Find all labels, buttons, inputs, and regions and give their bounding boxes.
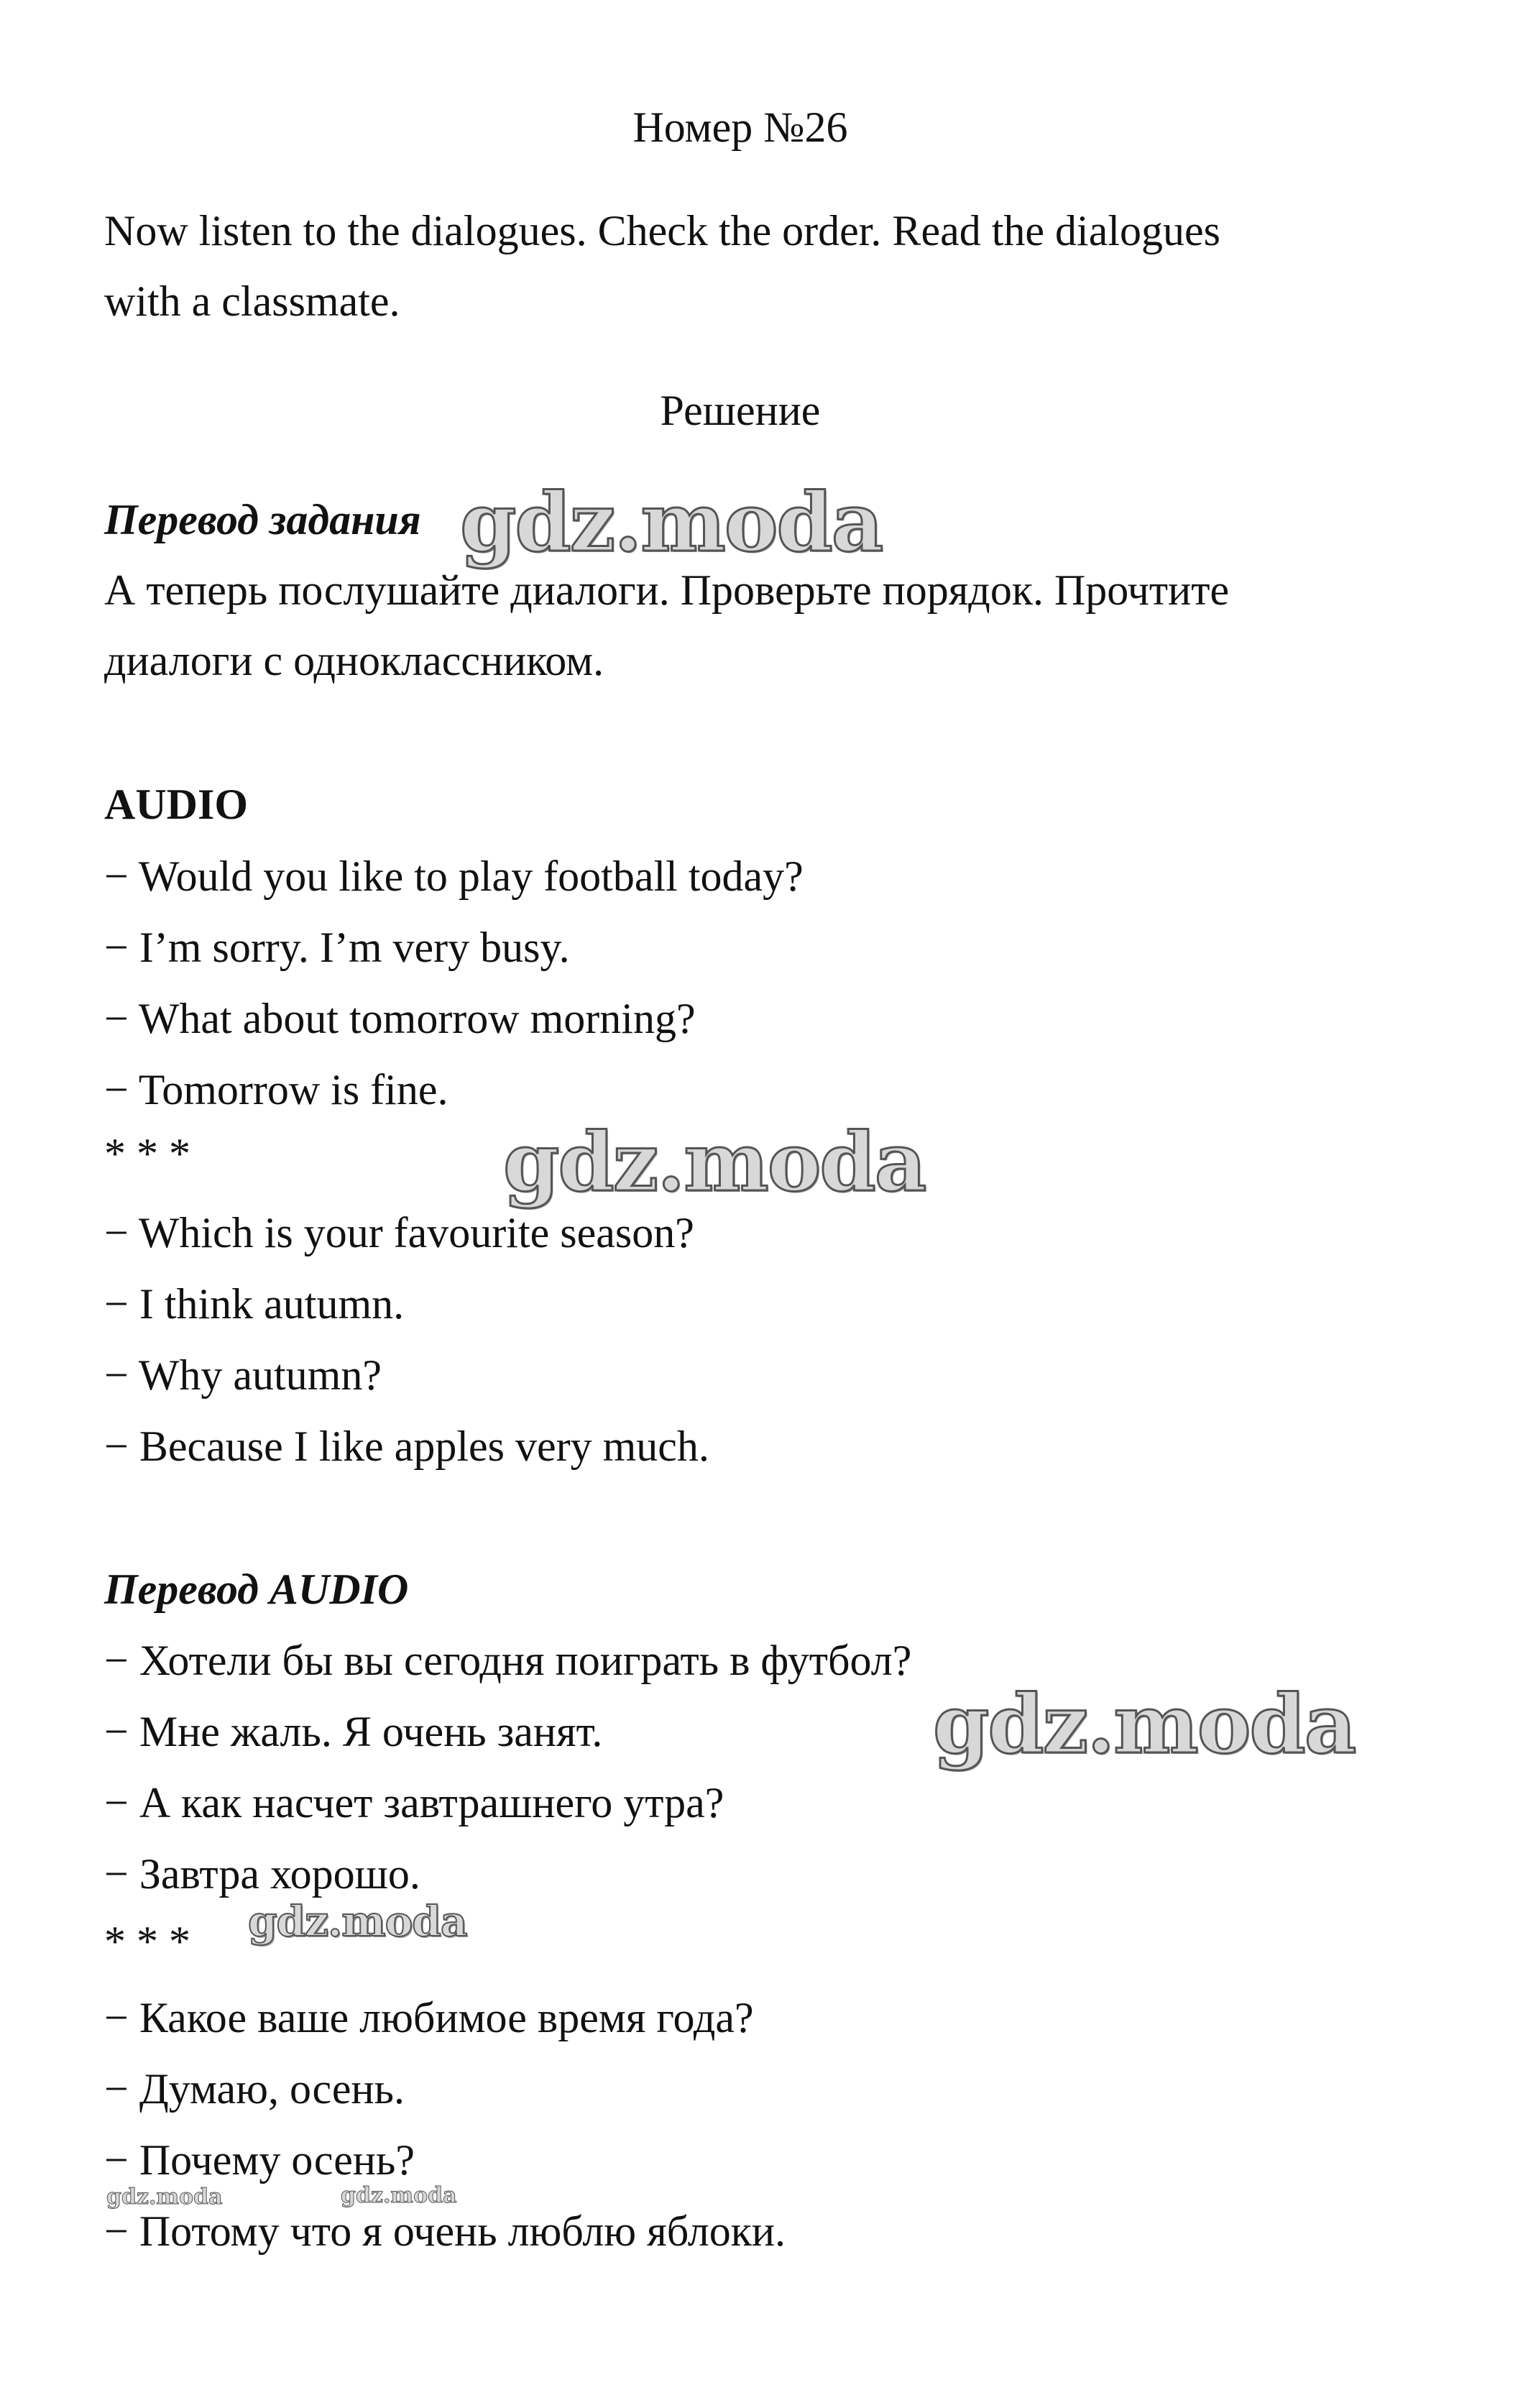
page-title: Номер №26 [632, 104, 848, 151]
audio-line: − Because I like apples very much. [104, 1423, 709, 1470]
solution-heading: Решение [660, 387, 821, 434]
audio-translation-line: − Мне жаль. Я очень занят. [104, 1708, 603, 1755]
audio-translation-line: − Хотели бы вы сегодня поиграть в футбол? [104, 1637, 912, 1684]
audio-heading: AUDIO [104, 781, 249, 828]
translation-line-1: А теперь послушайте диалоги. Проверьте порядок. Прочтите [104, 566, 1230, 614]
watermark: gdz.moda [460, 476, 883, 570]
audio-translation-heading: Перевод AUDIO [104, 1566, 409, 1613]
audio-translation-line: − Почему осень? [104, 2136, 415, 2184]
watermark: gdz.moda [503, 1116, 926, 1210]
audio-translation-line: − Потому что я очень люблю яблоки. [104, 2207, 786, 2255]
translation-line-2: диалоги с одноклассником. [104, 637, 604, 684]
audio-translation-separator: * * * [104, 1918, 190, 1965]
audio-line: − I’m sorry. I’m very busy. [104, 924, 570, 971]
watermark: gdz.moda [106, 2184, 223, 2210]
audio-separator: * * * [104, 1130, 190, 1177]
watermark: gdz.moda [341, 2183, 457, 2208]
audio-line: − I think autumn. [104, 1280, 405, 1328]
watermark: gdz.moda [248, 1897, 467, 1946]
task-text-line-2: with a classmate. [104, 277, 400, 325]
audio-translation-line: − А как насчет завтрашнего утра? [104, 1779, 724, 1826]
audio-translation-line: − Думаю, осень. [104, 2065, 405, 2113]
audio-translation-line: − Какое ваше любимое время года? [104, 1994, 754, 2041]
watermark: gdz.moda [933, 1678, 1356, 1772]
task-text-line-1: Now listen to the dialogues. Check the order. Read the dialogues [104, 207, 1220, 254]
audio-line: − What about tomorrow morning? [104, 995, 696, 1042]
translation-heading: Перевод задания [104, 496, 421, 543]
audio-translation-line: − Завтра хорошо. [104, 1850, 420, 1898]
audio-line: − Why autumn? [104, 1351, 382, 1399]
audio-line: − Would you like to play football today? [104, 853, 804, 900]
audio-line: − Tomorrow is fine. [104, 1066, 448, 1113]
audio-line: − Which is your favourite season? [104, 1209, 694, 1256]
